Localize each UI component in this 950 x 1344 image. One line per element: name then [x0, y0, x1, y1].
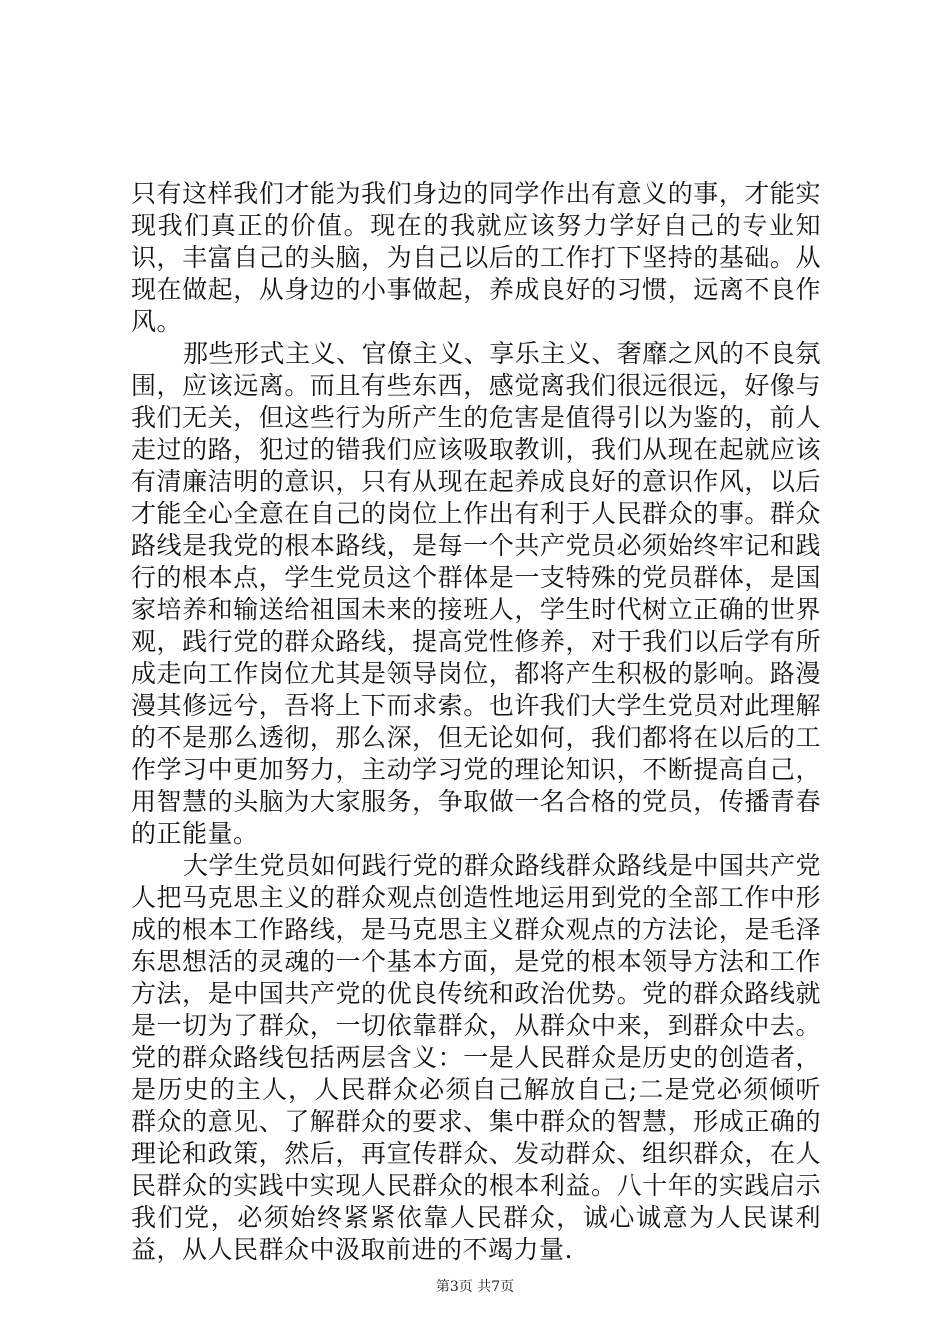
page-number-footer: 第3页 共7页	[435, 1279, 515, 1295]
paragraph-3: 大学生党员如何践行党的群众路线群众路线是中国共产党人把马克思主义的群众观点创造性地运用到党的全部工作中形成的根本工作路线，是马克思主义群众观点的方法论，是毛泽东思想活的灵魂的一个基本方面，是党的根本领导方法和工作方法，是中国共产党的优良传统和政治优势。党的群众路线就是一切为了群众，一切依靠群众，从群众中来，到群众中去。党的群众路线包括两层含义：一是人民群众是历史的创造者，是历史的主人，人民群众必须自己解放自己;二是党必须倾听群众的意见、了解群众的要求、集中群众的智慧，形成正确的理论和政策，然后，再宣传群众、发动群众、组织群众，在人民群众的实践中实现人民群众的根本利益。八十年的实践启示我们党，必须始终紧紧依靠人民群众，诚心诚意为人民谋利益，从人民群众中汲取前进的不竭力量.	[131, 851, 821, 1264]
paragraph-2: 那些形式主义、官僚主义、享乐主义、奢靡之风的不良氛围，应该远离。而且有些东西，感觉离我们很远很远，好像与我们无关，但这些行为所产生的危害是值得引以为鉴的，前人走过的路，犯过的错我们应该吸取教训，我们从现在起就应该有清廉洁明的意识，只有从现在起养成良好的意识作风，以后才能全心全意在自己的岗位上作出有利于人民群众的事。群众路线是我党的根本路线，是每一个共产党员必须始终牢记和践行的根本点，学生党员这个群体是一支特殊的党员群体，是国家培养和输送给祖国未来的接班人，学生时代树立正确的世界观，践行党的群众路线，提高党性修养，对于我们以后学有所成走向工作岗位尤其是领导岗位，都将产生积极的影响。路漫漫其修远兮，吾将上下而求索。也许我们大学生党员对此理解的不是那么透彻，那么深，但无论如何，我们都将在以后的工作学习中更加努力，主动学习党的理论知识，不断提高自己，用智慧的头脑为大家服务，争取做一名合格的党员，传播青春的正能量。	[131, 339, 821, 848]
document-body	[131, 178, 821, 1266]
paragraph-1: 只有这样我们才能为我们身边的同学作出有意义的事，才能实现我们真正的价值。现在的我就应该努力学好自己的专业知识，丰富自己的头脑，为自己以后的工作打下坚持的基础。从现在做起，从身边的小事做起，养成良好的习惯，远离不良作风。	[131, 179, 821, 336]
